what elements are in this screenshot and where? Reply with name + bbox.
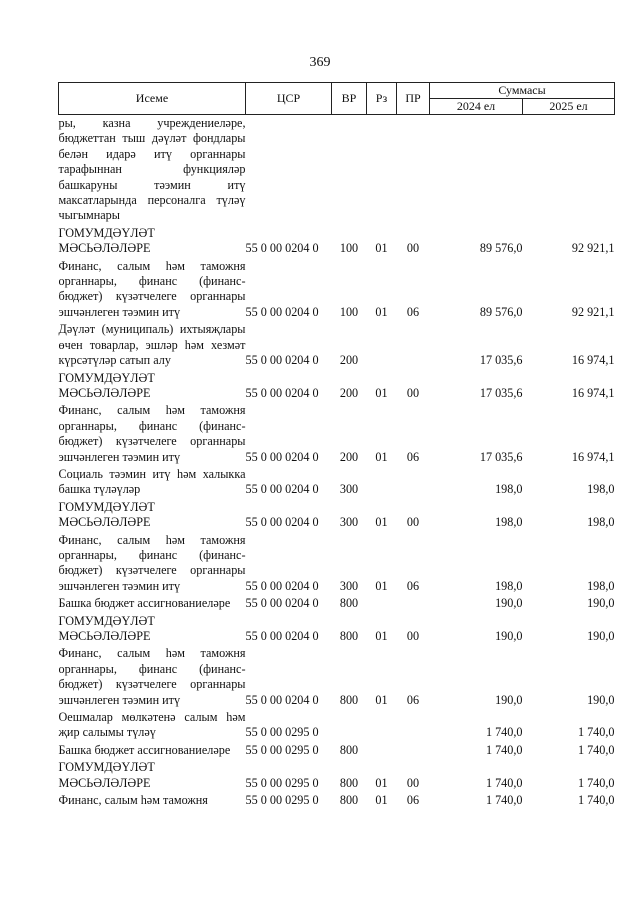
header-year-2025: 2025 ел [523, 99, 615, 115]
cell-y2025: 16 974,1 [571, 353, 615, 368]
cell-vr: 100 [339, 241, 359, 256]
cell-y2025: 92 921,1 [571, 304, 615, 319]
cell-y2025: 198,0 [587, 482, 615, 497]
cell-pr: 06 [406, 793, 420, 808]
cell-name: Финанс, салым һәм таможня органнары, финанс (финанс-бюджет) күзәтчелеге органнары эшчәнлеген тәэмин итү [58, 532, 246, 593]
cell-csr: 55 0 00 0295 0 [245, 725, 319, 740]
cell-name: ГОМУМДӘҮЛӘТ МӘСЬӘЛӘЛӘРЕ [58, 370, 155, 400]
cell-y2025: 92 921,1 [571, 241, 615, 256]
table-row [59, 710, 615, 743]
cell-csr: 55 0 00 0204 0 [245, 692, 319, 707]
cell-vr: 100 [339, 304, 359, 319]
cell-pr: 06 [406, 449, 420, 464]
cell-pr [397, 743, 430, 760]
table-row [59, 226, 615, 259]
cell-pr: 00 [406, 629, 420, 643]
table-row [59, 596, 615, 613]
cell-y2024: 198,0 [495, 515, 523, 530]
cell-y2025: 16 974,1 [571, 449, 615, 464]
cell-rz: 01 [375, 304, 388, 319]
cell-y2024: 89 576,0 [479, 241, 523, 256]
header-vr: ВР [332, 83, 367, 115]
cell-pr: 00 [406, 775, 420, 790]
cell-name: Финанс, салым һәм таможня органнары, финанс (финанс-бюджет) күзәтчелеге органнары эшчәнлеген тәэмин итү [58, 258, 246, 319]
cell-rz: 01 [375, 793, 388, 808]
header-name: Исеме [59, 83, 246, 115]
table-row [59, 322, 615, 370]
table-header [59, 83, 615, 115]
cell-y2024: 17 035,6 [479, 385, 523, 400]
header-rz: Рз [367, 83, 397, 115]
cell-name: ГОМУМДӘҮЛӘТ МӘСЬӘЛӘЛӘРЕ [58, 760, 155, 790]
table-row [59, 743, 615, 760]
cell-csr: 55 0 00 0204 0 [245, 578, 319, 593]
cell-y2024: 1 740,0 [485, 742, 523, 757]
cell-y2025 [523, 115, 615, 226]
cell-pr: 00 [406, 515, 420, 530]
cell-rz: 01 [375, 629, 388, 643]
cell-y2024: 17 035,6 [479, 449, 523, 464]
cell-rz [367, 710, 397, 743]
cell-csr: 55 0 00 0204 0 [245, 482, 319, 497]
cell-y2025: 1 740,0 [577, 742, 615, 757]
cell-rz: 01 [375, 692, 388, 707]
cell-y2024: 198,0 [495, 578, 523, 593]
cell-vr [332, 710, 367, 743]
cell-pr: 00 [406, 385, 420, 400]
cell-rz [367, 115, 397, 226]
cell-vr: 800 [339, 793, 359, 808]
cell-vr: 800 [339, 742, 359, 757]
cell-rz [367, 743, 397, 760]
cell-name: Финанс, салым һәм таможня [58, 793, 208, 808]
table-row [59, 760, 615, 793]
header-csr: ЦСР [246, 83, 332, 115]
cell-name: Финанс, салым һәм таможня органнары, финанс (финанс-бюджет) күзәтчелеге органнары эшчәнлеген тәэмин итү [58, 403, 246, 464]
table-row [59, 115, 615, 226]
cell-y2025: 16 974,1 [571, 385, 615, 400]
cell-csr: 55 0 00 0204 0 [245, 515, 319, 530]
cell-rz: 01 [375, 515, 388, 530]
page-number: 369 [309, 55, 331, 70]
cell-y2024: 89 576,0 [479, 304, 523, 319]
cell-y2024: 190,0 [495, 596, 523, 611]
table-row [59, 500, 615, 533]
cell-name: ГОМУМДӘҮЛӘТ МӘСЬӘЛӘЛӘРЕ [58, 613, 155, 643]
table-row [59, 793, 615, 810]
table-row [59, 403, 615, 467]
table-row [59, 646, 615, 710]
cell-name: ГОМУМДӘҮЛӘТ МӘСЬӘЛӘЛӘРЕ [58, 225, 155, 256]
header-pr: ПР [397, 83, 430, 115]
cell-pr: 06 [406, 578, 420, 593]
cell-csr: 55 0 00 0204 0 [245, 353, 319, 368]
cell-csr: 55 0 00 0204 0 [245, 596, 319, 611]
cell-vr: 800 [339, 629, 359, 643]
cell-y2025: 1 740,0 [577, 775, 615, 790]
cell-rz [367, 596, 397, 613]
cell-y2025: 198,0 [587, 515, 615, 530]
cell-pr [397, 322, 430, 370]
cell-rz [367, 467, 397, 500]
cell-vr: 200 [339, 449, 359, 464]
cell-pr: 00 [406, 241, 420, 256]
cell-y2025: 1 740,0 [577, 793, 615, 808]
cell-y2024: 198,0 [495, 482, 523, 497]
cell-csr: 55 0 00 0295 0 [245, 793, 319, 808]
cell-y2024: 17 035,6 [479, 353, 523, 368]
cell-pr: 06 [406, 692, 420, 707]
budget-table [58, 82, 615, 810]
cell-csr: 55 0 00 0204 0 [245, 385, 319, 400]
cell-pr [397, 710, 430, 743]
cell-y2025: 190,0 [587, 596, 615, 611]
cell-y2025: 198,0 [587, 578, 615, 593]
cell-csr: 55 0 00 0204 0 [245, 629, 319, 643]
cell-y2025: 1 740,0 [577, 725, 615, 740]
cell-y2024: 190,0 [495, 692, 523, 707]
cell-name: ГОМУМДӘҮЛӘТ МӘСЬӘЛӘЛӘРЕ [58, 499, 155, 530]
cell-y2024: 1 740,0 [485, 725, 523, 740]
cell-csr: 55 0 00 0295 0 [245, 775, 319, 790]
cell-csr: 55 0 00 0204 0 [245, 304, 319, 319]
cell-rz [367, 322, 397, 370]
header-sums: Суммасы [430, 83, 615, 99]
cell-vr: 200 [339, 385, 359, 400]
cell-vr [332, 115, 367, 226]
cell-name: Башка бюджет ассигнованиеләре [58, 596, 231, 611]
table-row [59, 371, 615, 404]
cell-rz: 01 [375, 578, 388, 593]
cell-y2024: 1 740,0 [485, 775, 523, 790]
cell-y2025: 190,0 [587, 629, 615, 643]
cell-vr: 300 [339, 515, 359, 530]
table-row [59, 259, 615, 323]
cell-vr: 800 [339, 775, 359, 790]
cell-rz: 01 [375, 775, 388, 790]
cell-pr [397, 115, 430, 226]
cell-name: ры, казна учреждениеләре, бюджеттан тыш дәүләт фондлары белән идарә итү органнары тарафыннан функцияләр башкаруны тәэмин итү максатларында персоналга түләү чыгымнары [58, 116, 246, 223]
table-row [59, 467, 615, 500]
cell-csr: 55 0 00 0204 0 [245, 449, 319, 464]
cell-csr: 55 0 00 0295 0 [245, 742, 319, 757]
table-row [59, 533, 615, 597]
cell-name: Дәүләт (муниципаль) ихтыяҗлары өчен товарлар, эшләр һәм хезмәт күрсәтүләр сатып алу [58, 322, 246, 368]
cell-name: Оешмалар мөлкәтенә салым һәм җир салымы түләү [58, 710, 246, 740]
cell-name: Башка бюджет ассигнованиеләре [58, 742, 231, 757]
cell-name: Финанс, салым һәм таможня органнары, финанс (финанс-бюджет) күзәтчелеге органнары эшчәнлеген тәэмин итү [58, 646, 246, 707]
cell-rz: 01 [375, 449, 388, 464]
cell-y2024: 1 740,0 [485, 793, 523, 808]
cell-csr [246, 115, 332, 226]
cell-rz: 01 [375, 385, 388, 400]
cell-y2024: 190,0 [495, 629, 523, 643]
cell-y2025: 190,0 [587, 692, 615, 707]
cell-vr: 300 [339, 482, 359, 497]
table-body [59, 115, 615, 811]
header-year-2024: 2024 ел [430, 99, 523, 115]
cell-y2024 [430, 115, 523, 226]
cell-vr: 300 [339, 578, 359, 593]
cell-name: Социаль тәэмин итү һәм халыкка башка түләүләр [58, 466, 246, 497]
cell-vr: 200 [339, 353, 359, 368]
cell-pr [397, 467, 430, 500]
cell-rz: 01 [375, 241, 388, 256]
table-row [59, 614, 615, 647]
cell-vr: 800 [339, 692, 359, 707]
cell-pr [397, 596, 430, 613]
cell-csr: 55 0 00 0204 0 [245, 241, 319, 256]
cell-pr: 06 [406, 304, 420, 319]
cell-vr: 800 [339, 596, 359, 611]
